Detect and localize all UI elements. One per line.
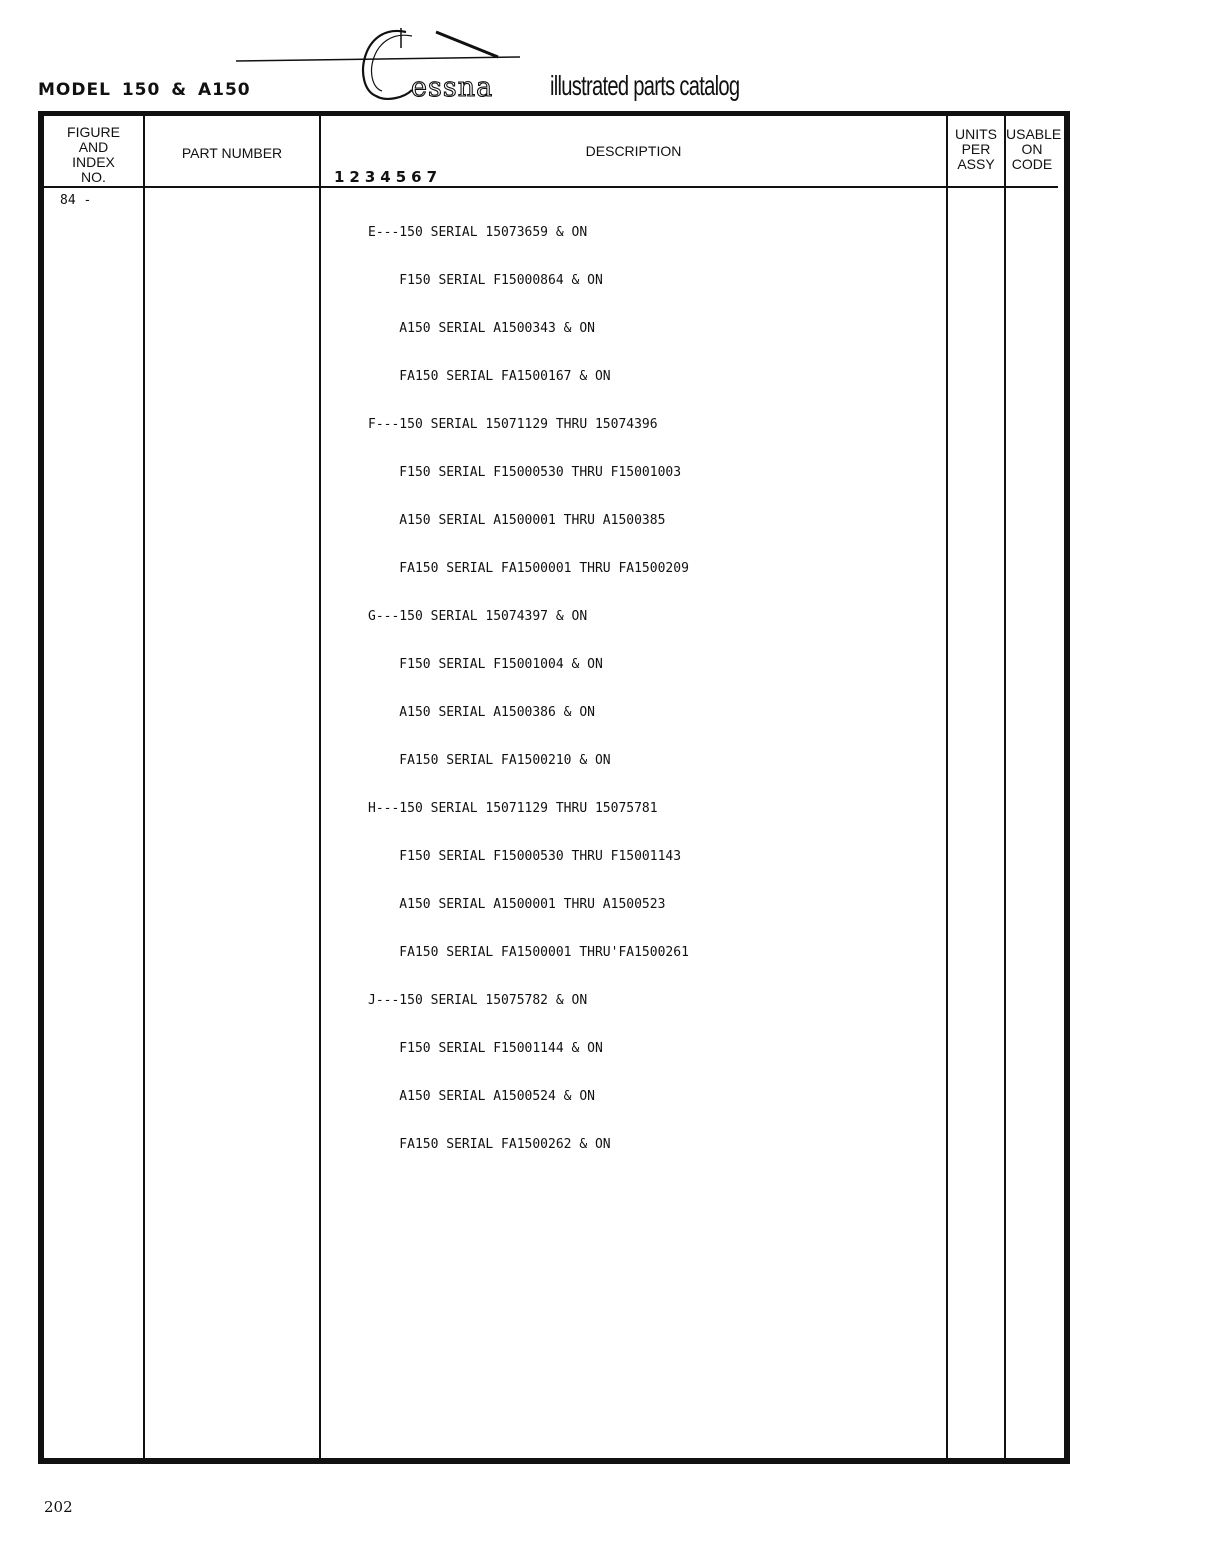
indent-scale: 1234567 <box>334 168 443 186</box>
description-line: F150 SERIAL F15000530 THRU F15001143 <box>368 849 682 864</box>
description-line: E---150 SERIAL 15073659 & ON <box>368 225 588 240</box>
description-line: A150 SERIAL A1500343 & ON <box>368 321 595 336</box>
catalog-title: illustrated parts catalog <box>550 70 740 101</box>
header-line: PART NUMBER <box>181 145 283 161</box>
header-line: AND <box>78 139 109 155</box>
header-line: NO. <box>81 169 106 185</box>
header-divider <box>44 186 1058 188</box>
header-line: ON <box>1021 141 1043 157</box>
page-number: 202 <box>44 1498 73 1516</box>
description-line: A150 SERIAL A1500386 & ON <box>368 705 595 720</box>
description-line: G---150 SERIAL 15074397 & ON <box>368 609 588 624</box>
description-line: A150 SERIAL A1500001 THRU A1500523 <box>368 897 666 912</box>
column-divider <box>143 115 145 1459</box>
cessna-logo <box>236 24 536 106</box>
header-usable-on-code <box>1006 126 1062 172</box>
description-line: F150 SERIAL F15000864 & ON <box>368 273 603 288</box>
description-line: FA150 SERIAL FA1500167 & ON <box>368 369 611 384</box>
header-part-number <box>145 146 319 161</box>
column-divider <box>319 115 321 1459</box>
header-line: INDEX <box>72 154 115 170</box>
header-line: ASSY <box>957 156 995 172</box>
description-line: A150 SERIAL A1500001 THRU A1500385 <box>368 513 666 528</box>
model-title: MODEL 150 & A150 <box>38 80 251 100</box>
figure-index: 84 - <box>60 193 92 208</box>
header-units-per-assy <box>948 127 1004 172</box>
description-line: J---150 SERIAL 15075782 & ON <box>368 993 588 1008</box>
description-line: F150 SERIAL F15001004 & ON <box>368 657 603 672</box>
svg-text:essna: essna <box>411 72 494 103</box>
header-figure-index <box>44 125 143 185</box>
description-line: F150 SERIAL F15000530 THRU F15001003 <box>368 465 682 480</box>
header-line: DESCRIPTION <box>585 143 682 159</box>
description-line: FA150 SERIAL FA1500001 THRU'FA1500261 <box>368 945 689 960</box>
header-line: FIGURE <box>67 124 120 140</box>
description-line: A150 SERIAL A1500524 & ON <box>368 1089 595 1104</box>
description-line: F---150 SERIAL 15071129 THRU 15074396 <box>368 417 658 432</box>
description-line: FA150 SERIAL FA1500262 & ON <box>368 1137 611 1152</box>
header-line: USABLE <box>1006 126 1062 142</box>
header-line: CODE <box>1011 156 1053 172</box>
header-line: UNITS <box>955 126 997 142</box>
header-description <box>321 144 946 159</box>
header-line: PER <box>961 141 991 157</box>
column-divider <box>946 115 948 1459</box>
column-divider <box>1004 115 1006 1459</box>
description-line: FA150 SERIAL FA1500001 THRU FA1500209 <box>368 561 689 576</box>
description-line: H---150 SERIAL 15071129 THRU 15075781 <box>368 801 658 816</box>
description-list <box>368 193 689 1169</box>
description-line: F150 SERIAL F15001144 & ON <box>368 1041 603 1056</box>
description-line: FA150 SERIAL FA1500210 & ON <box>368 753 611 768</box>
